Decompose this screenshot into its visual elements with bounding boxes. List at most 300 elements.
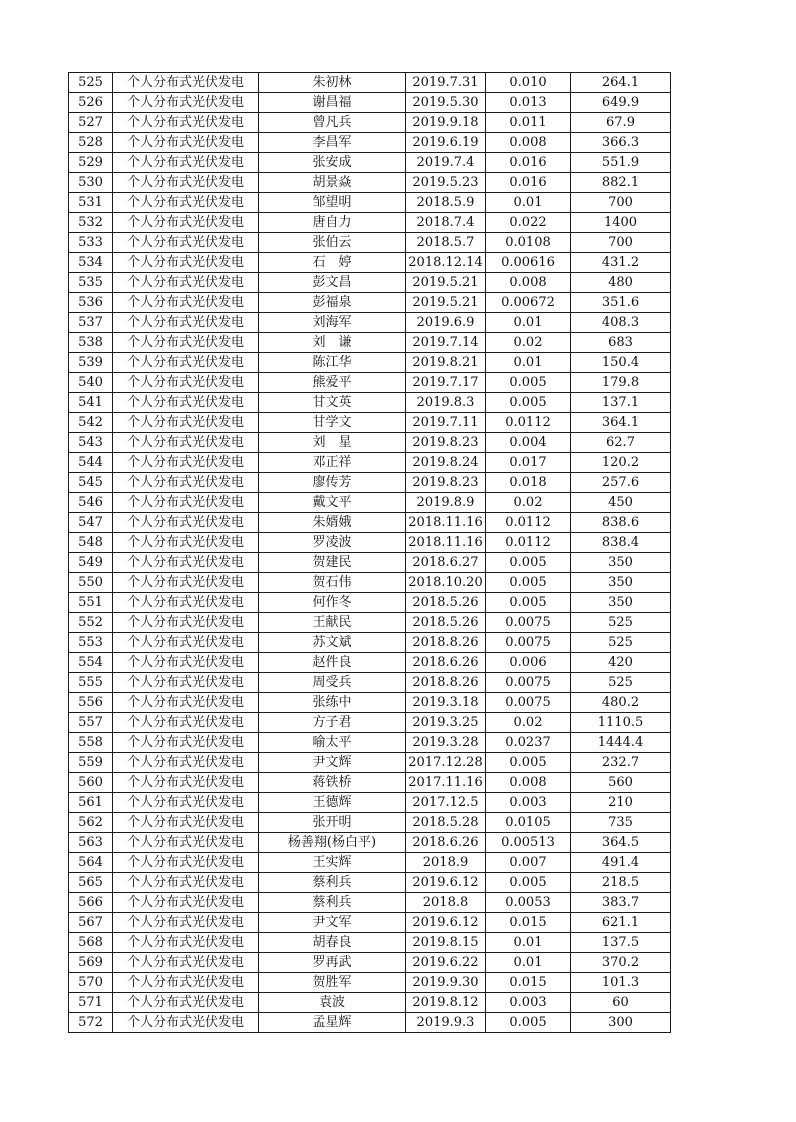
row-number-cell: 564 [69, 853, 113, 873]
capacity-cell: 0.01 [486, 313, 571, 333]
capacity-cell: 0.003 [486, 993, 571, 1013]
project-type-cell: 个人分布式光伏发电 [113, 693, 259, 713]
table-row [69, 433, 671, 453]
owner-name-cell: 张伯云 [259, 233, 406, 253]
row-number-cell: 536 [69, 293, 113, 313]
row-number-cell: 570 [69, 973, 113, 993]
project-type-cell: 个人分布式光伏发电 [113, 533, 259, 553]
table-row [69, 93, 671, 113]
table-row [69, 333, 671, 353]
grid-date-cell: 2019.3.18 [406, 693, 486, 713]
capacity-cell: 0.015 [486, 973, 571, 993]
grid-date-cell: 2019.8.9 [406, 493, 486, 513]
amount-cell: 364.5 [571, 833, 671, 853]
amount-cell: 1110.5 [571, 713, 671, 733]
capacity-cell: 0.01 [486, 193, 571, 213]
row-number-cell: 543 [69, 433, 113, 453]
row-number-cell: 530 [69, 173, 113, 193]
row-number-cell: 538 [69, 333, 113, 353]
project-type-cell: 个人分布式光伏发电 [113, 773, 259, 793]
project-type-cell: 个人分布式光伏发电 [113, 653, 259, 673]
project-type-cell: 个人分布式光伏发电 [113, 273, 259, 293]
capacity-cell: 0.02 [486, 333, 571, 353]
project-type-cell: 个人分布式光伏发电 [113, 633, 259, 653]
row-number-cell: 549 [69, 553, 113, 573]
table-row [69, 793, 671, 813]
row-number-cell: 537 [69, 313, 113, 333]
project-type-cell: 个人分布式光伏发电 [113, 73, 259, 93]
grid-date-cell: 2019.9.30 [406, 973, 486, 993]
amount-cell: 383.7 [571, 893, 671, 913]
owner-name-cell: 尹文军 [259, 913, 406, 933]
project-type-cell: 个人分布式光伏发电 [113, 313, 259, 333]
owner-name-cell: 廖传芳 [259, 473, 406, 493]
amount-cell: 683 [571, 333, 671, 353]
project-type-cell: 个人分布式光伏发电 [113, 173, 259, 193]
table-row [69, 553, 671, 573]
table-row [69, 533, 671, 553]
project-type-cell: 个人分布式光伏发电 [113, 193, 259, 213]
capacity-cell: 0.018 [486, 473, 571, 493]
grid-date-cell: 2018.8.26 [406, 673, 486, 693]
capacity-cell: 0.0112 [486, 513, 571, 533]
amount-cell: 491.4 [571, 853, 671, 873]
owner-name-cell: 王实辉 [259, 853, 406, 873]
row-number-cell: 551 [69, 593, 113, 613]
owner-name-cell: 朱初林 [259, 73, 406, 93]
amount-cell: 450 [571, 493, 671, 513]
owner-name-cell: 袁波 [259, 993, 406, 1013]
grid-date-cell: 2019.5.21 [406, 293, 486, 313]
capacity-cell: 0.00672 [486, 293, 571, 313]
project-type-cell: 个人分布式光伏发电 [113, 213, 259, 233]
amount-cell: 480.2 [571, 693, 671, 713]
capacity-cell: 0.005 [486, 873, 571, 893]
owner-name-cell: 杨善翔(杨白平) [259, 833, 406, 853]
table-row [69, 653, 671, 673]
project-type-cell: 个人分布式光伏发电 [113, 493, 259, 513]
table-row [69, 933, 671, 953]
table-row [69, 113, 671, 133]
row-number-cell: 527 [69, 113, 113, 133]
project-type-cell: 个人分布式光伏发电 [113, 373, 259, 393]
owner-name-cell: 喻太平 [259, 733, 406, 753]
owner-name-cell: 方子君 [259, 713, 406, 733]
owner-name-cell: 苏文斌 [259, 633, 406, 653]
table-row [69, 353, 671, 373]
row-number-cell: 558 [69, 733, 113, 753]
amount-cell: 62.7 [571, 433, 671, 453]
grid-date-cell: 2018.12.14 [406, 253, 486, 273]
amount-cell: 1444.4 [571, 733, 671, 753]
amount-cell: 366.3 [571, 133, 671, 153]
capacity-cell: 0.0075 [486, 633, 571, 653]
project-type-cell: 个人分布式光伏发电 [113, 233, 259, 253]
grid-date-cell: 2019.7.14 [406, 333, 486, 353]
row-number-cell: 542 [69, 413, 113, 433]
grid-date-cell: 2019.8.23 [406, 433, 486, 453]
table-row [69, 473, 671, 493]
grid-date-cell: 2018.5.26 [406, 613, 486, 633]
owner-name-cell: 张开明 [259, 813, 406, 833]
project-type-cell: 个人分布式光伏发电 [113, 573, 259, 593]
owner-name-cell: 彭文昌 [259, 273, 406, 293]
table-row [69, 373, 671, 393]
owner-name-cell: 尹文辉 [259, 753, 406, 773]
row-number-cell: 546 [69, 493, 113, 513]
row-number-cell: 528 [69, 133, 113, 153]
project-type-cell: 个人分布式光伏发电 [113, 973, 259, 993]
capacity-cell: 0.0105 [486, 813, 571, 833]
data-table [68, 72, 671, 1033]
table-row [69, 393, 671, 413]
grid-date-cell: 2019.8.12 [406, 993, 486, 1013]
amount-cell: 137.5 [571, 933, 671, 953]
project-type-cell: 个人分布式光伏发电 [113, 473, 259, 493]
amount-cell: 210 [571, 793, 671, 813]
grid-date-cell: 2017.11.16 [406, 773, 486, 793]
project-type-cell: 个人分布式光伏发电 [113, 293, 259, 313]
owner-name-cell: 贺建民 [259, 553, 406, 573]
grid-date-cell: 2018.11.16 [406, 513, 486, 533]
grid-date-cell: 2019.6.19 [406, 133, 486, 153]
project-type-cell: 个人分布式光伏发电 [113, 453, 259, 473]
owner-name-cell: 邓正祥 [259, 453, 406, 473]
owner-name-cell: 王德辉 [259, 793, 406, 813]
owner-name-cell: 谢昌福 [259, 93, 406, 113]
amount-cell: 101.3 [571, 973, 671, 993]
project-type-cell: 个人分布式光伏发电 [113, 113, 259, 133]
row-number-cell: 532 [69, 213, 113, 233]
grid-date-cell: 2018.8.26 [406, 633, 486, 653]
table-row [69, 133, 671, 153]
capacity-cell: 0.006 [486, 653, 571, 673]
owner-name-cell: 贺石伟 [259, 573, 406, 593]
project-type-cell: 个人分布式光伏发电 [113, 733, 259, 753]
amount-cell: 700 [571, 193, 671, 213]
capacity-cell: 0.003 [486, 793, 571, 813]
grid-date-cell: 2019.9.18 [406, 113, 486, 133]
capacity-cell: 0.011 [486, 113, 571, 133]
row-number-cell: 547 [69, 513, 113, 533]
table-row [69, 873, 671, 893]
row-number-cell: 561 [69, 793, 113, 813]
amount-cell: 700 [571, 233, 671, 253]
project-type-cell: 个人分布式光伏发电 [113, 1013, 259, 1033]
table-row [69, 813, 671, 833]
grid-date-cell: 2018.6.27 [406, 553, 486, 573]
amount-cell: 838.4 [571, 533, 671, 553]
capacity-cell: 0.0053 [486, 893, 571, 913]
capacity-cell: 0.01 [486, 953, 571, 973]
owner-name-cell: 刘 星 [259, 433, 406, 453]
row-number-cell: 553 [69, 633, 113, 653]
capacity-cell: 0.01 [486, 353, 571, 373]
capacity-cell: 0.005 [486, 1013, 571, 1033]
grid-date-cell: 2019.5.23 [406, 173, 486, 193]
table-row [69, 673, 671, 693]
capacity-cell: 0.016 [486, 173, 571, 193]
row-number-cell: 529 [69, 153, 113, 173]
owner-name-cell: 甘文英 [259, 393, 406, 413]
amount-cell: 364.1 [571, 413, 671, 433]
project-type-cell: 个人分布式光伏发电 [113, 813, 259, 833]
table-body [69, 73, 671, 1033]
owner-name-cell: 蒋铁桥 [259, 773, 406, 793]
amount-cell: 560 [571, 773, 671, 793]
owner-name-cell: 张安成 [259, 153, 406, 173]
row-number-cell: 559 [69, 753, 113, 773]
owner-name-cell: 戴文平 [259, 493, 406, 513]
amount-cell: 551.9 [571, 153, 671, 173]
grid-date-cell: 2017.12.5 [406, 793, 486, 813]
capacity-cell: 0.005 [486, 753, 571, 773]
owner-name-cell: 孟星辉 [259, 1013, 406, 1033]
amount-cell: 218.5 [571, 873, 671, 893]
project-type-cell: 个人分布式光伏发电 [113, 253, 259, 273]
amount-cell: 370.2 [571, 953, 671, 973]
capacity-cell: 0.0237 [486, 733, 571, 753]
amount-cell: 525 [571, 633, 671, 653]
project-type-cell: 个人分布式光伏发电 [113, 933, 259, 953]
capacity-cell: 0.005 [486, 373, 571, 393]
owner-name-cell: 蔡利兵 [259, 893, 406, 913]
capacity-cell: 0.013 [486, 93, 571, 113]
capacity-cell: 0.005 [486, 393, 571, 413]
owner-name-cell: 贺胜军 [259, 973, 406, 993]
table-row [69, 773, 671, 793]
grid-date-cell: 2018.8 [406, 893, 486, 913]
amount-cell: 350 [571, 593, 671, 613]
project-type-cell: 个人分布式光伏发电 [113, 413, 259, 433]
row-number-cell: 540 [69, 373, 113, 393]
owner-name-cell: 刘海军 [259, 313, 406, 333]
capacity-cell: 0.02 [486, 713, 571, 733]
amount-cell: 120.2 [571, 453, 671, 473]
row-number-cell: 544 [69, 453, 113, 473]
amount-cell: 179.8 [571, 373, 671, 393]
table-row [69, 693, 671, 713]
owner-name-cell: 罗再武 [259, 953, 406, 973]
amount-cell: 67.9 [571, 113, 671, 133]
grid-date-cell: 2018.5.28 [406, 813, 486, 833]
table-row [69, 453, 671, 473]
table-row [69, 513, 671, 533]
table-row [69, 1013, 671, 1033]
table-row [69, 853, 671, 873]
table-row [69, 253, 671, 273]
grid-date-cell: 2019.7.11 [406, 413, 486, 433]
row-number-cell: 565 [69, 873, 113, 893]
table-row [69, 313, 671, 333]
grid-date-cell: 2018.7.4 [406, 213, 486, 233]
grid-date-cell: 2019.6.12 [406, 873, 486, 893]
project-type-cell: 个人分布式光伏发电 [113, 333, 259, 353]
table-row [69, 293, 671, 313]
owner-name-cell: 曾凡兵 [259, 113, 406, 133]
project-type-cell: 个人分布式光伏发电 [113, 793, 259, 813]
project-type-cell: 个人分布式光伏发电 [113, 393, 259, 413]
capacity-cell: 0.005 [486, 573, 571, 593]
row-number-cell: 535 [69, 273, 113, 293]
row-number-cell: 571 [69, 993, 113, 1013]
amount-cell: 300 [571, 1013, 671, 1033]
capacity-cell: 0.005 [486, 553, 571, 573]
project-type-cell: 个人分布式光伏发电 [113, 93, 259, 113]
table-row [69, 953, 671, 973]
row-number-cell: 545 [69, 473, 113, 493]
amount-cell: 408.3 [571, 313, 671, 333]
amount-cell: 350 [571, 573, 671, 593]
table-row [69, 233, 671, 253]
capacity-cell: 0.0112 [486, 533, 571, 553]
table-row [69, 73, 671, 93]
grid-date-cell: 2018.11.16 [406, 533, 486, 553]
row-number-cell: 562 [69, 813, 113, 833]
grid-date-cell: 2019.6.12 [406, 913, 486, 933]
owner-name-cell: 陈江华 [259, 353, 406, 373]
grid-date-cell: 2019.5.21 [406, 273, 486, 293]
project-type-cell: 个人分布式光伏发电 [113, 753, 259, 773]
table-row [69, 173, 671, 193]
amount-cell: 232.7 [571, 753, 671, 773]
row-number-cell: 555 [69, 673, 113, 693]
capacity-cell: 0.016 [486, 153, 571, 173]
grid-date-cell: 2019.8.24 [406, 453, 486, 473]
row-number-cell: 569 [69, 953, 113, 973]
row-number-cell: 526 [69, 93, 113, 113]
grid-date-cell: 2019.8.15 [406, 933, 486, 953]
table-row [69, 153, 671, 173]
owner-name-cell: 罗凌波 [259, 533, 406, 553]
owner-name-cell: 熊爱平 [259, 373, 406, 393]
owner-name-cell: 彭福泉 [259, 293, 406, 313]
amount-cell: 480 [571, 273, 671, 293]
grid-date-cell: 2018.6.26 [406, 653, 486, 673]
table-row [69, 973, 671, 993]
table-row [69, 593, 671, 613]
owner-name-cell: 张练中 [259, 693, 406, 713]
capacity-cell: 0.008 [486, 273, 571, 293]
row-number-cell: 556 [69, 693, 113, 713]
project-type-cell: 个人分布式光伏发电 [113, 893, 259, 913]
capacity-cell: 0.017 [486, 453, 571, 473]
row-number-cell: 560 [69, 773, 113, 793]
capacity-cell: 0.004 [486, 433, 571, 453]
table-row [69, 273, 671, 293]
amount-cell: 264.1 [571, 73, 671, 93]
grid-date-cell: 2019.7.31 [406, 73, 486, 93]
capacity-cell: 0.00616 [486, 253, 571, 273]
project-type-cell: 个人分布式光伏发电 [113, 553, 259, 573]
project-type-cell: 个人分布式光伏发电 [113, 873, 259, 893]
table-row [69, 493, 671, 513]
table-row [69, 713, 671, 733]
amount-cell: 351.6 [571, 293, 671, 313]
grid-date-cell: 2019.7.17 [406, 373, 486, 393]
project-type-cell: 个人分布式光伏发电 [113, 993, 259, 1013]
row-number-cell: 567 [69, 913, 113, 933]
amount-cell: 882.1 [571, 173, 671, 193]
project-type-cell: 个人分布式光伏发电 [113, 673, 259, 693]
grid-date-cell: 2019.8.21 [406, 353, 486, 373]
table-row [69, 993, 671, 1013]
table-row [69, 753, 671, 773]
project-type-cell: 个人分布式光伏发电 [113, 353, 259, 373]
grid-date-cell: 2018.5.9 [406, 193, 486, 213]
owner-name-cell: 王献民 [259, 613, 406, 633]
capacity-cell: 0.01 [486, 933, 571, 953]
table-row [69, 413, 671, 433]
amount-cell: 350 [571, 553, 671, 573]
row-number-cell: 533 [69, 233, 113, 253]
capacity-cell: 0.0075 [486, 613, 571, 633]
table-row [69, 893, 671, 913]
row-number-cell: 539 [69, 353, 113, 373]
table-row [69, 833, 671, 853]
capacity-cell: 0.0108 [486, 233, 571, 253]
row-number-cell: 550 [69, 573, 113, 593]
table-row [69, 913, 671, 933]
project-type-cell: 个人分布式光伏发电 [113, 433, 259, 453]
grid-date-cell: 2019.6.22 [406, 953, 486, 973]
row-number-cell: 525 [69, 73, 113, 93]
project-type-cell: 个人分布式光伏发电 [113, 913, 259, 933]
table-row [69, 733, 671, 753]
grid-date-cell: 2018.5.7 [406, 233, 486, 253]
capacity-cell: 0.007 [486, 853, 571, 873]
owner-name-cell: 赵件良 [259, 653, 406, 673]
grid-date-cell: 2019.8.23 [406, 473, 486, 493]
row-number-cell: 557 [69, 713, 113, 733]
grid-date-cell: 2018.5.26 [406, 593, 486, 613]
grid-date-cell: 2019.6.9 [406, 313, 486, 333]
amount-cell: 1400 [571, 213, 671, 233]
amount-cell: 150.4 [571, 353, 671, 373]
amount-cell: 431.2 [571, 253, 671, 273]
capacity-cell: 0.00513 [486, 833, 571, 853]
row-number-cell: 554 [69, 653, 113, 673]
amount-cell: 649.9 [571, 93, 671, 113]
amount-cell: 257.6 [571, 473, 671, 493]
capacity-cell: 0.0112 [486, 413, 571, 433]
table-row [69, 573, 671, 593]
table-row [69, 213, 671, 233]
owner-name-cell: 蔡利兵 [259, 873, 406, 893]
capacity-cell: 0.02 [486, 493, 571, 513]
capacity-cell: 0.0075 [486, 693, 571, 713]
amount-cell: 525 [571, 613, 671, 633]
project-type-cell: 个人分布式光伏发电 [113, 153, 259, 173]
row-number-cell: 568 [69, 933, 113, 953]
grid-date-cell: 2017.12.28 [406, 753, 486, 773]
row-number-cell: 548 [69, 533, 113, 553]
table-row [69, 193, 671, 213]
project-type-cell: 个人分布式光伏发电 [113, 593, 259, 613]
project-type-cell: 个人分布式光伏发电 [113, 613, 259, 633]
row-number-cell: 552 [69, 613, 113, 633]
owner-name-cell: 甘学文 [259, 413, 406, 433]
row-number-cell: 572 [69, 1013, 113, 1033]
owner-name-cell: 邹望明 [259, 193, 406, 213]
project-type-cell: 个人分布式光伏发电 [113, 953, 259, 973]
project-type-cell: 个人分布式光伏发电 [113, 853, 259, 873]
capacity-cell: 0.0075 [486, 673, 571, 693]
grid-date-cell: 2018.9 [406, 853, 486, 873]
amount-cell: 525 [571, 673, 671, 693]
project-type-cell: 个人分布式光伏发电 [113, 513, 259, 533]
grid-date-cell: 2019.7.4 [406, 153, 486, 173]
